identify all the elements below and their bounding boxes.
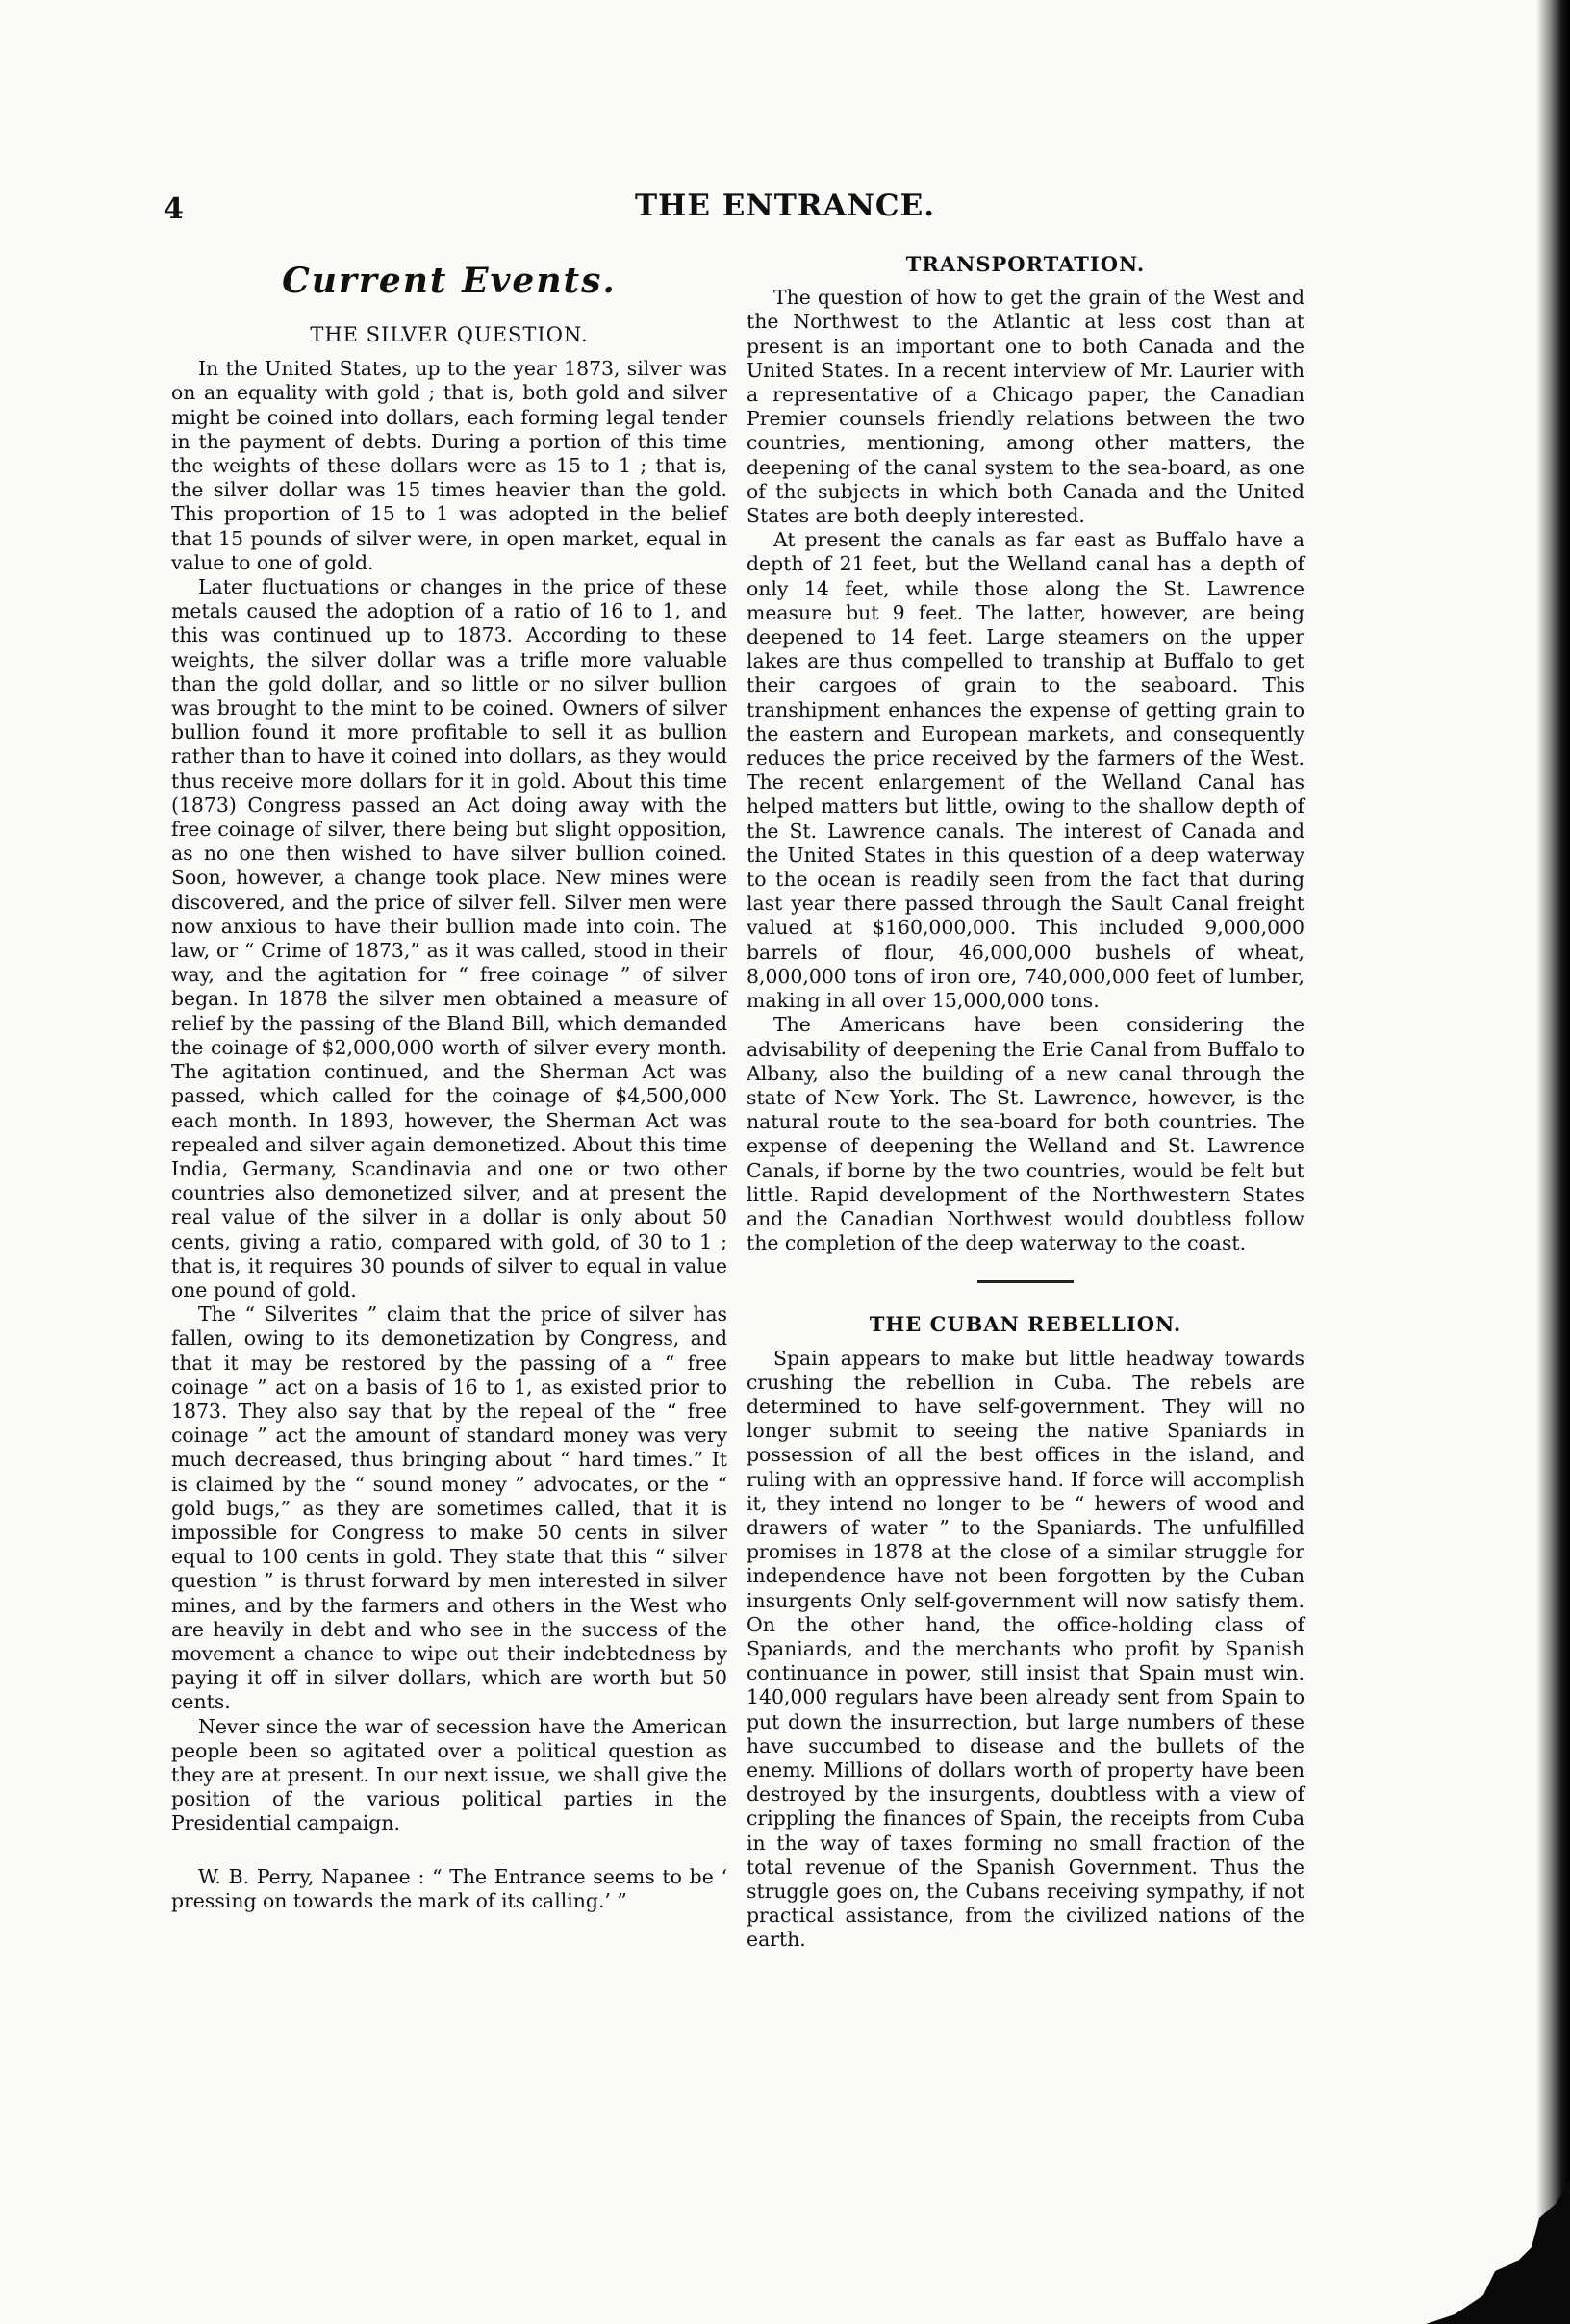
department-title: Current Events. — [282, 261, 617, 301]
right-column — [747, 252, 1304, 1953]
transportation-title: TRANSPORTATION. — [905, 252, 1146, 276]
transport-paragraph-1: The question of how to get the grain of the West and the Northwest to the Atlantic at less cost than at present is an important one to both Canada and the United States. In a recent interview of Mr. Laurier with a representative of a Chicago paper, the Canadian Premier counsels friendly relations between the two countries, mentioning, among other matters, the deepening of the canal system to the sea-board, as one of the subjects in which both Canada and the United States are both deeply interested. — [747, 286, 1304, 528]
silver-paragraph-1: In the United States, up to the year 1873, silver was on an equality with gold ; that is, both gold and silver might be coined into dollars, each forming legal tender in the payment of debts. During a portion of this time the weights of these dollars were as 15 to 1 ; that is, the silver dollar was 15 times heavier than the gold. This proportion of 15 to 1 was adopted in the belief that 15 pounds of silver were, in open market, equal in value to one of gold. — [171, 357, 727, 574]
page-number: 4 — [164, 192, 184, 226]
running-title: THE ENTRANCE. — [634, 189, 936, 223]
transport-paragraph-2: At present the canals as far east as Buffalo have a depth of 21 feet, but the Welland canal has a depth of only 14 feet, while those along the St. Lawrence measure but 9 feet. The latter, however, are being deepened to 14 feet. Large steamers on the upper lakes are thus compelled to tranship at Buffalo to get their cargoes of grain to the seaboard. This transhipment enhances the expense of getting grain to the eastern and European markets, and consequently reduces the price received by the farmers of the West. The recent enlargement of the Welland Canal has helped matters but little, owing to the shallow depth of the St. Lawrence canals. The interest of Canada and the United States in this question of a deep waterway to the ocean is readily seen from the fact that during last year there passed through the Sault Canal freight valued at $160,000,000. This included 9,000,000 barrels of flour, 46,000,000 bushels of wheat, 8,000,000 tons of iron ore, 740,000,000 feet of lumber, making in all over 15,000,000 tons. — [747, 528, 1304, 1013]
silver-paragraph-2: Later fluctuations or changes in the price of these metals caused the adoption of a ratio of 16 to 1, and this was continued up to 1873. According to these weights, the silver dollar was a trifle more valuable than the gold dollar, and so little or no silver bullion was brought to the mint to be coined. Owners of silver bullion found it more profitable to sell it as bullion rather than to have it coined into dollars, as they would thus receive more dollars for it in gold. About this time (1873) Congress passed an Act doing away with the free coinage of silver, there being but slight opposition, as no one then wished to have silver bullion coined. Soon, however, a change took place. New mines were discovered, and the price of silver fell. Silver men were now anxious to have their bullion made into coin. The law, or “ Crime of 1873,” as it was called, stood in their way, and the agitation for “ free coinage ” of silver began. In 1878 the silver men obtained a measure of relief by the passing of the Bland Bill, which demanded the coinage of $2,000,000 worth of silver every month. The agitation continued, and the Sherman Act was passed, which called for the coinage of $4,500,000 each month. In 1893, however, the Sherman Act was repealed and silver again demonetized. About this time India, Germany, Scandinavia and one or two other countries also demonetized silver, and at present the real value of the silver in a dollar is only about 50 cents, giving a ratio, compared with gold, of 30 to 1 ; that is, it requires 30 pounds of silver to equal in value one pound of gold. — [171, 575, 727, 1301]
torn-corner — [1426, 2180, 1570, 2324]
transport-paragraph-3: The Americans have been considering the advisability of deepening the Erie Canal from Buffalo to Albany, also the building of a new canal through the state of New York. The St. Lawrence, however, is the natural route to the sea-board for both countries. The expense of deepening the Welland and St. Lawrence Canals, if borne by the two countries, would be felt but little. Rapid development of the Northwestern States and the Canadian Northwest would doubtless follow the completion of the deep waterway to the coast. — [747, 1013, 1304, 1255]
cuban-rebellion-title: THE CUBAN REBELLION. — [869, 1312, 1182, 1337]
section-divider — [977, 1280, 1074, 1283]
reader-note: W. B. Perry, Napanee : “ The Entrance seems to be ‘ pressing on towards the mark of its calling.’ ” — [171, 1864, 727, 1912]
silver-question-title: THE SILVER QUESTION. — [310, 323, 589, 346]
silver-paragraph-3: The “ Silverites ” claim that the price of silver has fallen, owing to its demonetization by Congress, and that it may be restored by the passing of a “ free coinage ” act on a basis of 16 to 1, as existed prior to 1873. They also say that by the repeal of the “ free coinage ” act the amount of standard money was very much decreased, thus bringing about “ hard times.” It is claimed by the “ sound money ” advocates, or the “ gold bugs,” as they are sometimes called, that it is impossible for Congress to make 50 cents in silver equal to 100 cents in gold. They state that this “ silver question ” is thrust forward by men interested in silver mines, and by the farmers and others in the West who are heavily in debt and who see in the success of the movement a chance to wipe out their indebtedness by paying it off in silver dollars, which are worth but 50 cents. — [171, 1302, 727, 1714]
cuban-paragraph-1: Spain appears to make but little headway towards crushing the rebellion in Cuba. The rebels are determined to have self-government. They will no longer submit to seeing the native Spaniards in possession of all the best offices in the island, and ruling with an oppressive hand. If force will accomplish it, they intend no longer to be “ hewers of wood and drawers of water ” to the Spaniards. The unfulfilled promises in 1878 at the close of a similar struggle for independence have not been forgotten by the Cuban insurgents Only self-government will now satisfy them. On the other hand, the office-holding class of Spaniards, and the merchants who profit by Spanish continuance in power, still insist that Spain must win. 140,000 regulars have been already sent from Spain to put down the insurrection, but large numbers of these have succumbed to disease and the bullets of the enemy. Millions of dollars worth of property have been destroyed by the insurgents, doubtless with a view of crippling the finances of Spain, the receipts from Cuba in the way of taxes forming no small fraction of the total revenue of the Spanish Government. Thus the struggle goes on, the Cubans receiving sympathy, if not practical assistance, from the civilized nations of the earth. — [747, 1346, 1304, 1952]
left-column — [171, 252, 727, 1913]
page-edge-shadow — [1537, 0, 1570, 2324]
silver-paragraph-4: Never since the war of secession have the American people been so agitated over a political question as they are at present. In our next issue, we shall give the position of the various political parties in the Presidential campaign. — [171, 1714, 727, 1835]
